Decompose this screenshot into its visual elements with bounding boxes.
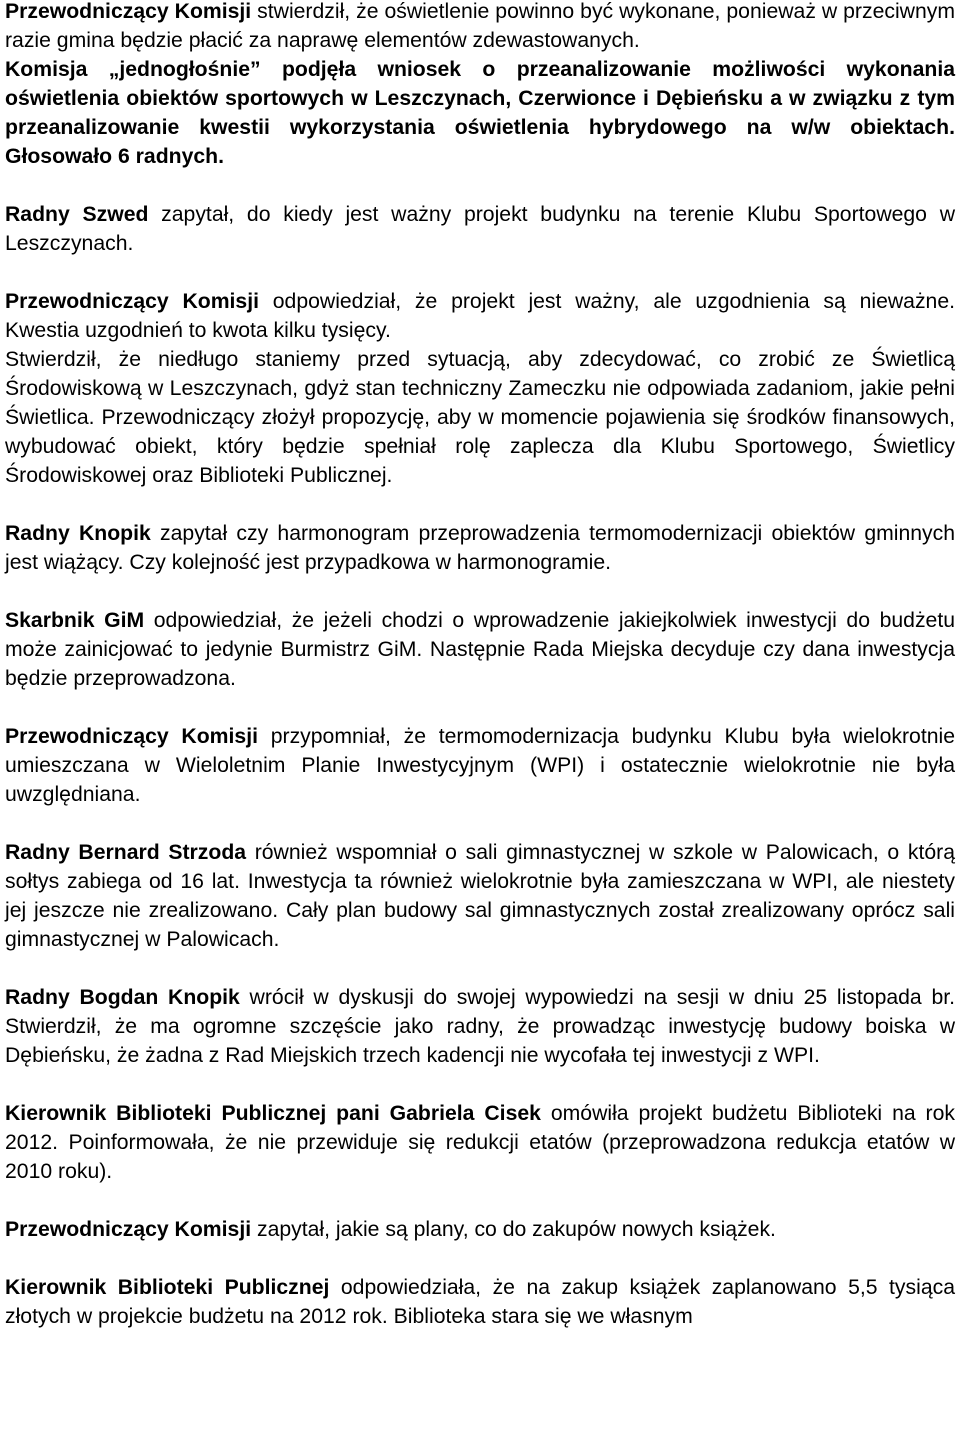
paragraph-knopik-question <box>5 519 955 577</box>
motion-text: Komisja „jednogłośnie” podjęła wniosek o przeanalizowanie możliwości wykonania oświetlenia obiektów sportowych w Leszczynach, Czerwionce i Dębieńsku a w związku z tym przeanalizowanie kwestii wykorzystania oświetlenia hybrydowego na w/w obiektach. Głosowało 6 radnych. <box>5 58 955 168</box>
paragraph-text: omówiła projekt budżetu Biblioteki na rok 2012. Poinformowała, że nie przewiduje się redukcji etatów (przeprowadzona redukcja etatów w 2010 roku). <box>5 1102 955 1183</box>
speaker-name: Skarbnik GiM <box>5 609 145 632</box>
document-page <box>5 0 955 1331</box>
paragraph-text: odpowiedział, że projekt jest ważny, ale uzgodnienia są nieważne. Kwestia uzgodnień to kwota kilku tysięcy. <box>5 290 955 342</box>
paragraph-commission-motion <box>5 55 955 171</box>
speaker-name: Kierownik Biblioteki Publicznej pani Gabriela Cisek <box>5 1102 541 1125</box>
speaker-name: Radny Szwed <box>5 203 149 226</box>
paragraph-strzoda-remark <box>5 838 955 954</box>
paragraph-text: przypomniał, że termomodernizacja budynku Klubu była wielokrotnie umieszczana w Wieloletnim Planie Inwestycyjnym (WPI) i ostatecznie wielokrotnie nie była uwzględniana. <box>5 725 955 806</box>
paragraph-text: zapytał, jakie są plany, co do zakupów nowych książek. <box>251 1218 776 1241</box>
speaker-name: Przewodniczący Komisji <box>5 725 258 748</box>
paragraph-library-books-answer <box>5 1273 955 1331</box>
paragraph-chairman-books-question <box>5 1215 955 1244</box>
speaker-name: Przewodniczący Komisji <box>5 1218 252 1241</box>
paragraph-text: odpowiedział, że jeżeli chodzi o wprowadzenie jakiejkolwiek inwestycji do budżetu może zainicjować to jedynie Burmistrz GiM. Następnie Rada Miejska decyduje czy dana inwestycja będzie przeprowadzona. <box>5 609 955 690</box>
paragraph-text: również wspomniał o sali gimnastycznej w szkole w Palowicach, o którą sołtys zabiega od 16 lat. Inwestycja ta również wielokrotnie była zamieszczana w WPI, ale niestety jej jeszcze nie zrealizowano. Cały plan budowy sal gimnastycznych został zrealizowany oprócz sali gimnastycznej w Palowicach. <box>5 841 955 951</box>
paragraph-text: Stwierdził, że niedługo staniemy przed sytuacją, aby zdecydować, co zrobić ze Świetlicą Środowiskową w Leszczynach, gdyż stan techniczny Zameczku nie odpowiada zadaniom, jakie pełni Świetlica. Przewodniczący złożył propozycję, aby w momencie pojawienia się środków finansowych, wybudować obiekt, który będzie spełniał rolę zaplecza dla Klubu Sportowego, Świetlicy Środowiskowej oraz Biblioteki Publicznej. <box>5 348 955 487</box>
paragraph-text: zapytał czy harmonogram przeprowadzenia termomodernizacji obiektów gminnych jest wiążący. Czy kolejność jest przypadkowa w harmonogramie. <box>5 522 956 574</box>
speaker-name: Radny Bernard Strzoda <box>5 841 247 864</box>
paragraph-text: stwierdził, że oświetlenie powinno być wykonane, ponieważ w przeciwnym razie gmina będzie płacić za naprawę elementów zdewastowanych. <box>5 0 955 52</box>
paragraph-szwed-question <box>5 200 955 258</box>
paragraph-chairman-proposal <box>5 345 955 490</box>
paragraph-text: odpowiedziała, że na zakup książek zaplanowano 5,5 tysiąca złotych w projekcie budżetu na 2012 rok. Biblioteka stara się we własnym <box>5 1276 955 1328</box>
paragraph-bogdan-knopik-remark <box>5 983 955 1070</box>
speaker-name: Przewodniczący Komisji <box>5 0 252 23</box>
paragraph-library-budget <box>5 1099 955 1186</box>
speaker-name: Radny Knopik <box>5 522 151 545</box>
paragraph-text: wrócił w dyskusji do swojej wypowiedzi na sesji w dniu 25 listopada br. Stwierdził, że ma ogromne szczęście jako radny, że prowadząc inwestycję budowy boiska w Dębieńsku, że żadna z Rad Miejskich trzech kadencji nie wycofała tej inwestycji z WPI. <box>5 986 955 1067</box>
speaker-name: Przewodniczący Komisji <box>5 290 259 313</box>
paragraph-text: zapytał, do kiedy jest ważny projekt budynku na terenie Klubu Sportowego w Leszczynach. <box>5 203 956 255</box>
paragraph-chairman-lighting <box>5 0 955 55</box>
paragraph-chairman-reminder <box>5 722 955 809</box>
speaker-name: Radny Bogdan Knopik <box>5 986 240 1009</box>
paragraph-treasurer-answer <box>5 606 955 693</box>
speaker-name: Kierownik Biblioteki Publicznej <box>5 1276 330 1299</box>
paragraph-chairman-answer <box>5 287 955 345</box>
